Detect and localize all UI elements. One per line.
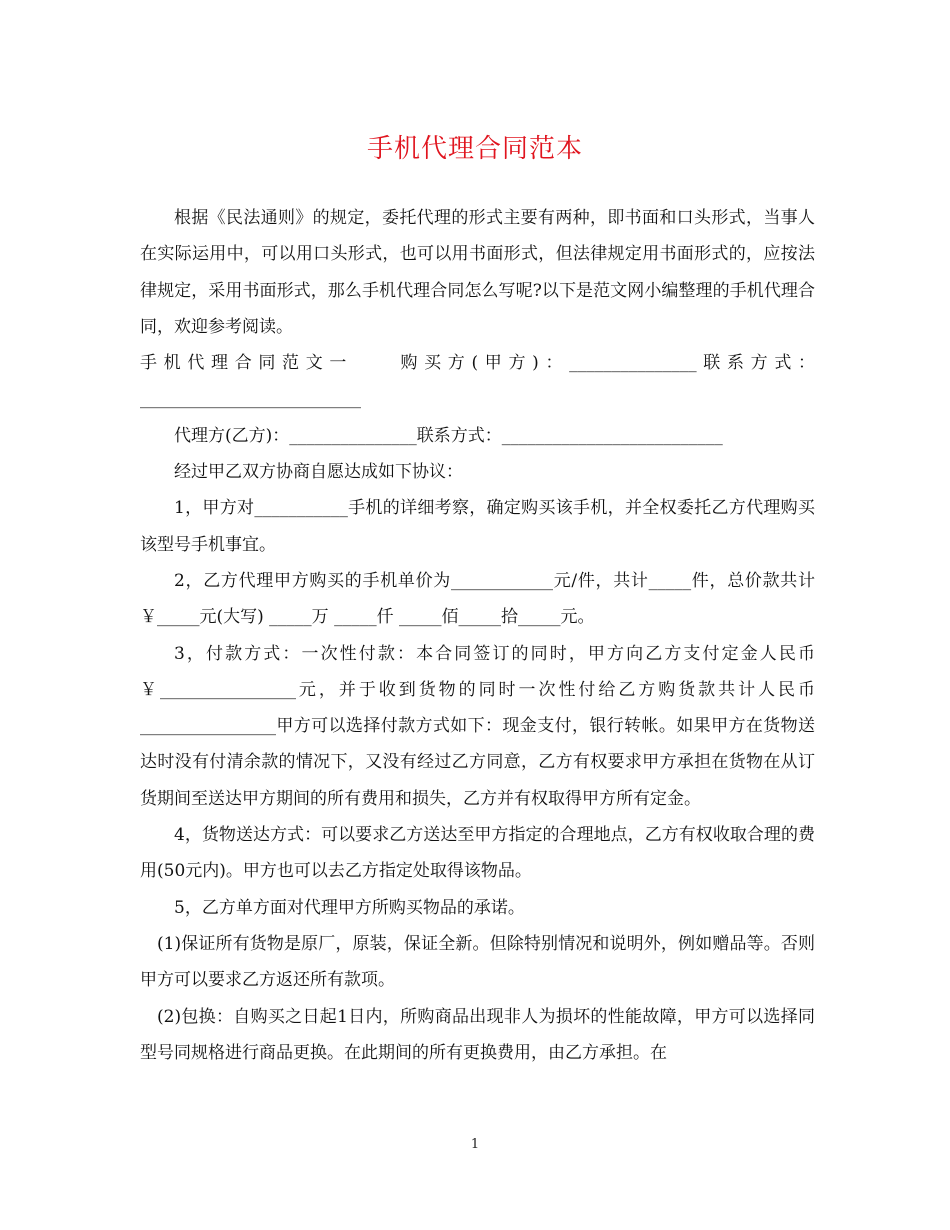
agreement-intro: 经过甲乙双方协商自愿达成如下协议： <box>174 462 463 483</box>
clause-2: 2，乙方代理甲方购买的手机单价为____________元/件，共计_____件，总价款共计￥_____元(大写) _____万 _____仟 _____佰_____拾_____元。 <box>140 570 815 628</box>
clause-3: 3，付款方式：一次性付款：本合同签订的同时，甲方向乙方支付定金人民币￥________________元，并于收到货物的同时一次性付给乙方购货款共计人民币________________甲方可以选择付款方式如下：现金支付，银行转帐。如果甲方在货物送达时没有付清余款的情况下，又没有经过乙方同意，乙方有权要求甲方承担在货物在从订货期间至送达甲方期间的所有费用和损失，乙方并有权取得甲方所有定金。 <box>140 643 815 809</box>
clause-1: 1，甲方对___________手机的详细考察，确定购买该手机，并全权委托乙方代理购买该型号手机事宜。 <box>140 498 815 555</box>
clause-5-1: (1)保证所有货物是原厂，原装，保证全新。但除特别情况和说明外，例如赠品等。否则甲方可以要求乙方返还所有款项。 <box>140 933 815 991</box>
page-number: 1 <box>470 1137 480 1152</box>
document-body <box>140 200 815 1071</box>
document-title: 手机代理合同范本 <box>366 134 583 164</box>
agent-line: 代理方(乙方)：_______________联系方式：__________________________ <box>174 425 723 446</box>
clause-5-2: (2)包换：自购买之日起1日内，所购商品出现非人为损坏的性能故障，甲方可以选择同型号同规格进行商品更换。在此期间的所有更换费用，由乙方承担。在 <box>140 1006 815 1063</box>
clause-5: 5，乙方单方面对代理甲方所购买物品的承诺。 <box>174 897 525 918</box>
contract-header-buyer-line: 手机代理合同范文一 购买方(甲方)：_______________联系方式：__________________________ <box>140 353 815 410</box>
clause-4: 4，货物送达方式：可以要求乙方送达至甲方指定的合理地点，乙方有权收取合理的费用(50元内)。甲方也可以去乙方指定处取得该物品。 <box>140 825 815 882</box>
intro-paragraph: 根据《民法通则》的规定，委托代理的形式主要有两种，即书面和口头形式，当事人在实际运用中，可以用口头形式，也可以用书面形式，但法律规定用书面形式的，应按法律规定，采用书面形式，那么手机代理合同怎么写呢?以下是范文网小编整理的手机代理合同，欢迎参考阅读。 <box>140 208 815 337</box>
